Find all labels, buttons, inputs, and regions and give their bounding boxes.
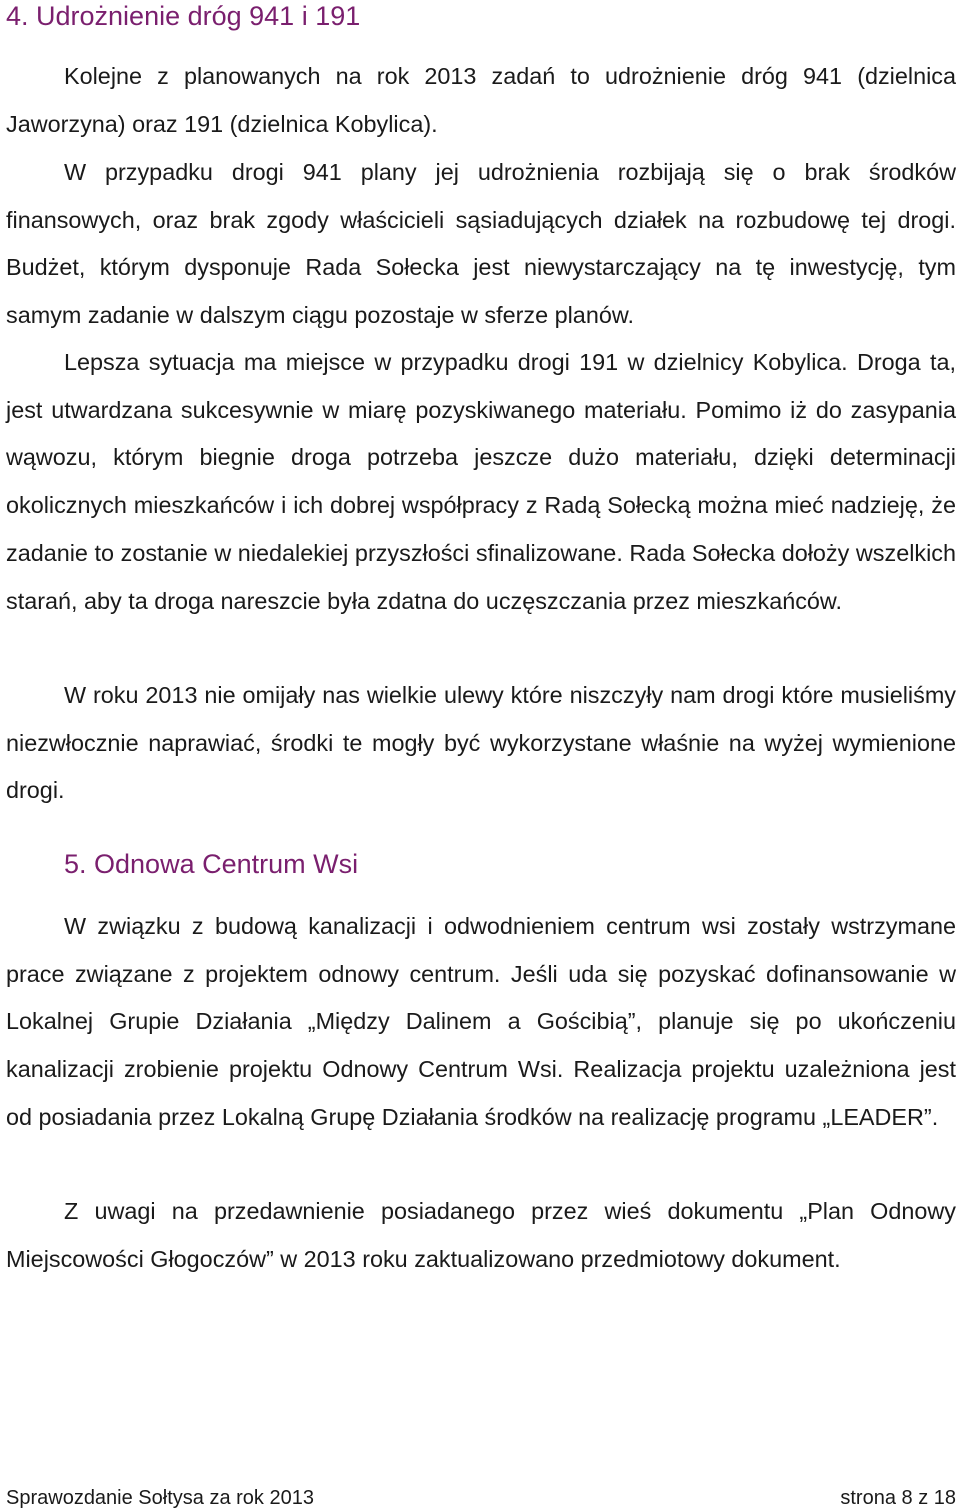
paragraph: Z uwagi na przedawnienie posiadanego przez wieś dokumentu „Plan Odnowy Miejscowości Głogoczów” w 2013 roku zaktualizowano przedmiotowy dokument. — [6, 1198, 956, 1272]
paragraph: Kolejne z planowanych na rok 2013 zadań to udrożnienie dróg 941 (dzielnica Jaworzyna) oraz 191 (dzielnica Kobylica). — [6, 63, 956, 137]
paragraph: W przypadku drogi 941 plany jej udrożnienia rozbijają się o brak środków finansowych, oraz brak zgody właścicieli sąsiadujących działek na rozbudowę tej drogi. Budżet, którym dysponuje Rada Sołecka jest niewystarczający na tę inwestycję, tym samym zadanie w dalszym ciągu pozostaje w sferze planów. — [6, 159, 956, 329]
footer-document-title: Sprawozdanie Sołtysa za rok 2013 — [6, 1487, 314, 1509]
paragraph: W roku 2013 nie omijały nas wielkie ulewy które niszczyły nam drogi które musieliśmy niezwłocznie naprawiać, środki te mogły być wykorzystane właśnie na wyżej wymienione drogi. — [6, 682, 956, 804]
paragraph: W związku z budową kanalizacji i odwodnieniem centrum wsi zostały wstrzymane prace związane z projektem odnowy centrum. Jeśli uda się pozyskać dofinansowanie w Lokalnej Grupie Działania „Między Dalinem a Gościbią”, planuje się po ukończeniu kanalizacji zrobienie projektu Odnowy Centrum Wsi. Realizacja projektu uzależniona jest od posiadania przez Lokalną Grupę Działania środków na realizację programu „LEADER”. — [6, 913, 956, 1130]
section-heading-5: 5. Odnowa Centrum Wsi — [64, 849, 359, 879]
paragraph: Lepsza sytuacja ma miejsce w przypadku drogi 191 w dzielnicy Kobylica. Droga ta, jest utwardzana sukcesywnie w miarę pozyskiwanego materiału. Pomimo iż do zasypania wąwozu, którym biegnie droga potrzeba jeszcze dużo materiału, dzięki determinacji okolicznych mieszkańców i ich dobrej współpracy z Radą Sołecką można mieć nadzieję, że zadanie to zostanie w niedalekiej przyszłości sfinalizowane. Rada Sołecka dołoży wszelkich starań, aby ta droga nareszcie była zdatna do uczęszczania przez mieszkańców. — [6, 349, 956, 614]
section-heading-4: 4. Udrożnienie dróg 941 i 191 — [6, 1, 361, 31]
footer-page-number: strona 8 z 18 — [840, 1487, 956, 1509]
